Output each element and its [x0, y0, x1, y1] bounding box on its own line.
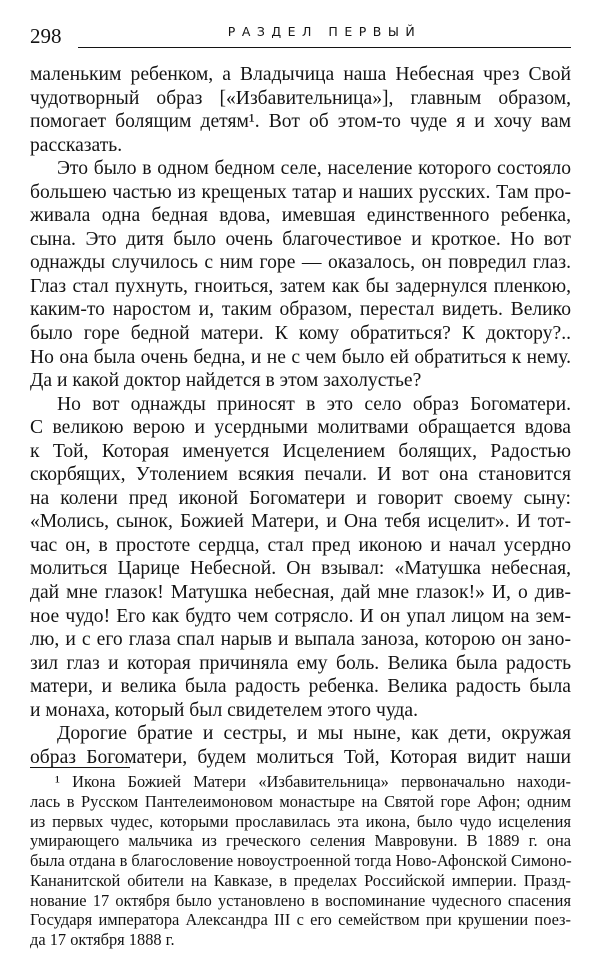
running-head: РАЗДЕЛ ПЕРВЫЙ: [227, 24, 422, 39]
body-line: и монаха, который был свидетелем этого чуда.: [30, 699, 418, 721]
header-rule: [78, 47, 571, 48]
footnote-line: нование 17 октября было установлено в воспоминание чудесного спасения: [30, 890, 571, 910]
body-line: живала одна бедная вдова, имевшая единственного ребенка,: [30, 205, 571, 227]
body-line: час он, в простоте сердца, стал пред иконою и начал усердно: [30, 534, 571, 556]
body-line: сына. Это дитя было очень благочестивое и кроткое. Но вот: [30, 228, 571, 250]
body-line: к Той, Которая именуется Исцелением болящих, Радостью: [30, 440, 571, 462]
footnote-line: Кананитской обители на Кавказе, в пределах Российской империи. Празд-: [30, 870, 571, 890]
body-line: помогает болящим детям¹. Вот об этом-то чуде я и хочу вам: [30, 111, 571, 133]
body-line: было горе бедной матери. К кому обратиться? К доктору?..: [30, 323, 571, 345]
footnote-line: умирающего мальчика из греческого селения Мавровуни. В 1889 г. она: [30, 831, 571, 851]
body-line: дай мне глазок! Матушка небесная, дай мне глазок!» И, о див-: [30, 582, 571, 604]
body-line: Глаз стал пухнуть, гноиться, затем как бы задернулся пленкою,: [30, 275, 571, 297]
body-line: матери, и велика была радость ребенка. Велика радость была: [30, 676, 571, 698]
footnote-line: да 17 октября 1888 г.: [30, 930, 175, 949]
body-line: С великою верою и усердными молитвами обращается вдова: [30, 417, 571, 439]
body-line: лю, и с его глаза спал нарыв и выпала заноза, которою он зано-: [30, 629, 571, 651]
body-line: скорбящих, Утолением всякия печали. И вот она становится: [30, 464, 571, 486]
footnote-line: лась в Русском Пантелеимоновом монастыре на Святой горе Афон; одним: [30, 791, 571, 811]
page-header: [30, 22, 571, 52]
body-line: чудотворный образ [«Избавительница»], главным образом,: [30, 87, 571, 109]
body-line: на колени пред иконой Богоматери и говорит своему сыну:: [30, 487, 571, 509]
footnote-line: ¹ Икона Божией Матери «Избавительница» первоначально находи-: [55, 772, 571, 791]
body-line: ное чудо! Его как будто чем сотрясло. И он упал лицом на зем-: [30, 605, 571, 627]
footnote-line: Государя императора Александра III с его семейством при крушении поез-: [30, 910, 571, 930]
footnotes: [30, 772, 571, 950]
body-line: Но вот однажды приносят в это село образ Богоматери.: [57, 393, 571, 415]
body-line: «Молись, сынок, Божией Матери, и Она тебя исцелит». И тот-: [30, 511, 571, 533]
footnote-separator: [30, 767, 130, 768]
body-line: Но она была очень бедна, и не с чем было ей обратиться к нему.: [30, 346, 571, 368]
body-line: молиться Царице Небесной. Он взывал: «Матушка небесная,: [30, 558, 571, 580]
body-line: Это было в одном бедном селе, население которого состояло: [57, 158, 571, 180]
body-line: зил глаз и которая причиняла ему боль. Велика была радость: [30, 652, 571, 674]
footnote-line: из первых чудес, которыми прославилась эта икона, было чудо исцеления: [30, 811, 571, 831]
body-line: маленьким ребенком, а Владычица наша Небесная чрез Свой: [30, 64, 571, 85]
body-line: большею частью из крещеных татар и наших русских. Там про-: [30, 181, 571, 203]
body-line: однажды случилось с ним горе — оказалось, он повредил глаз.: [30, 252, 571, 274]
body-text: [30, 63, 571, 769]
body-line: Да и какой доктор найдется в этом захолустье?: [30, 370, 422, 392]
footnote-line: была отдана в благословение новоустроенной тогда Ново-Афонской Симоно-: [30, 851, 572, 870]
body-line: рассказать.: [30, 134, 123, 156]
page-number: 298: [30, 24, 62, 48]
body-line: образ Богоматери, будем молиться Той, Которая видит наши: [30, 746, 571, 768]
body-line: каким-то наростом и, таким образом, перестал видеть. Велико: [30, 299, 571, 321]
body-line: Дорогие братие и сестры, и мы ныне, как дети, окружая: [57, 723, 571, 745]
